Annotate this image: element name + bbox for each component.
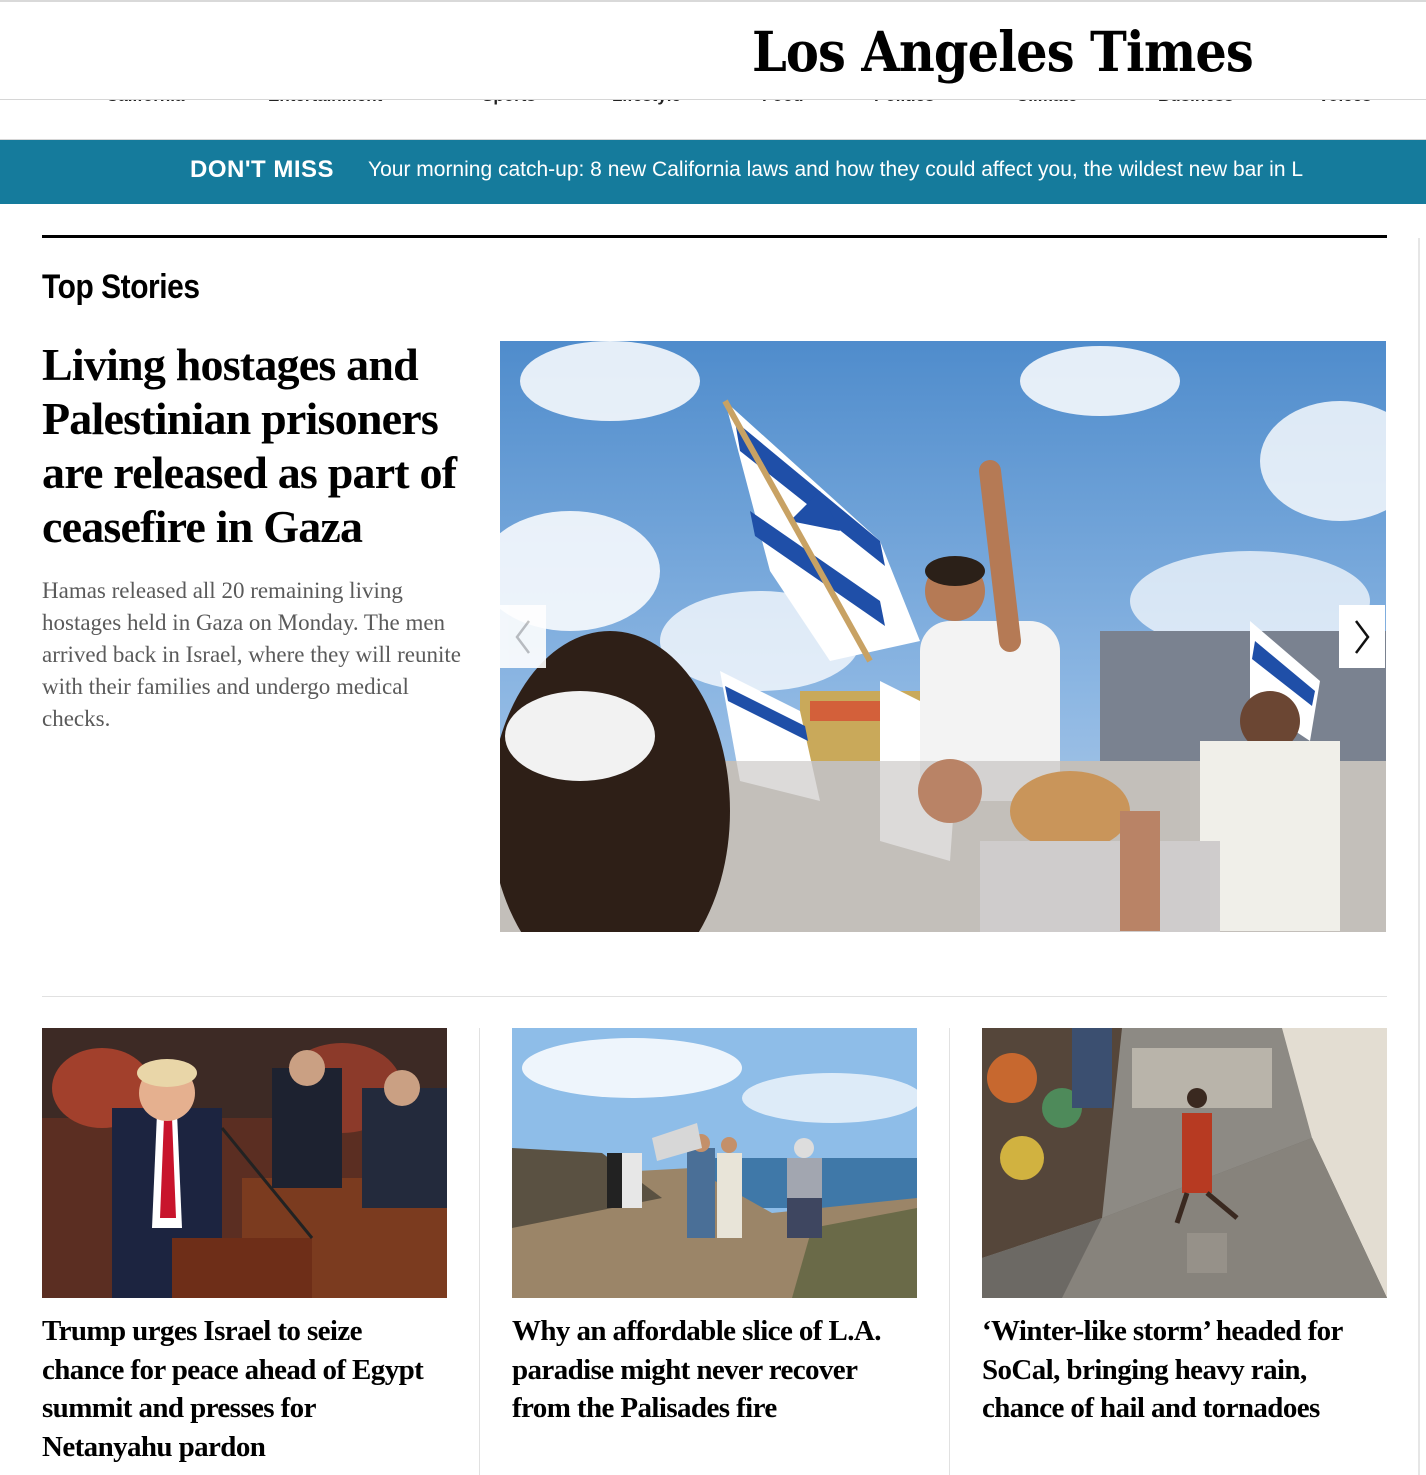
column-rule bbox=[949, 1028, 950, 1475]
dont-miss-bar[interactable] bbox=[0, 140, 1426, 204]
dont-miss-label: DON'T MISS bbox=[190, 156, 335, 183]
lead-headline[interactable]: Living hostages and Palestinian prisoners are released as part of ceasefire in Gaza bbox=[42, 339, 457, 552]
dont-miss-headline[interactable]: Your morning catch-up: 8 new California laws and how they could affect you, the wildest new bar in L bbox=[368, 158, 1304, 181]
card-photo-3[interactable] bbox=[982, 1028, 1387, 1298]
lead-photo[interactable] bbox=[500, 341, 1386, 932]
chevron-right-icon bbox=[1352, 619, 1372, 655]
card-photo-1[interactable] bbox=[42, 1028, 447, 1298]
column-rule bbox=[479, 1028, 480, 1475]
podium-speech-photo bbox=[42, 1028, 447, 1298]
card-photo-2[interactable] bbox=[512, 1028, 917, 1298]
story-divider bbox=[42, 996, 1387, 997]
rainy-street-photo bbox=[982, 1028, 1387, 1298]
card-headline-1[interactable]: Trump urges Israel to seize chance for peace ahead of Egypt summit and presses for Netanyahu pardon bbox=[42, 1315, 424, 1463]
hilltop-ocean-photo bbox=[512, 1028, 917, 1298]
section-rule bbox=[42, 235, 1387, 238]
masthead bbox=[0, 4, 1426, 100]
card-headline-2[interactable]: Why an affordable slice of L.A. paradise might never recover from the Palisades fire bbox=[512, 1315, 881, 1424]
carousel-prev-button[interactable] bbox=[500, 605, 546, 668]
crowd-with-flags-photo bbox=[500, 341, 1386, 932]
carousel-next-button[interactable] bbox=[1339, 605, 1385, 668]
section-title: Top Stories bbox=[42, 268, 200, 306]
scrollbar-track[interactable] bbox=[1418, 238, 1420, 1475]
chevron-left-icon bbox=[513, 619, 533, 655]
lead-dek: Hamas released all 20 remaining living hostages held in Gaza on Monday. The men arrived back in Israel, where they will reunite with their families and undergo medical checks. bbox=[42, 578, 461, 731]
la-times-logo[interactable]: Los Angeles Times bbox=[752, 19, 1253, 84]
card-headline-3[interactable]: ‘Winter-like storm’ headed for SoCal, bringing heavy rain, chance of hail and tornadoes bbox=[982, 1315, 1343, 1424]
